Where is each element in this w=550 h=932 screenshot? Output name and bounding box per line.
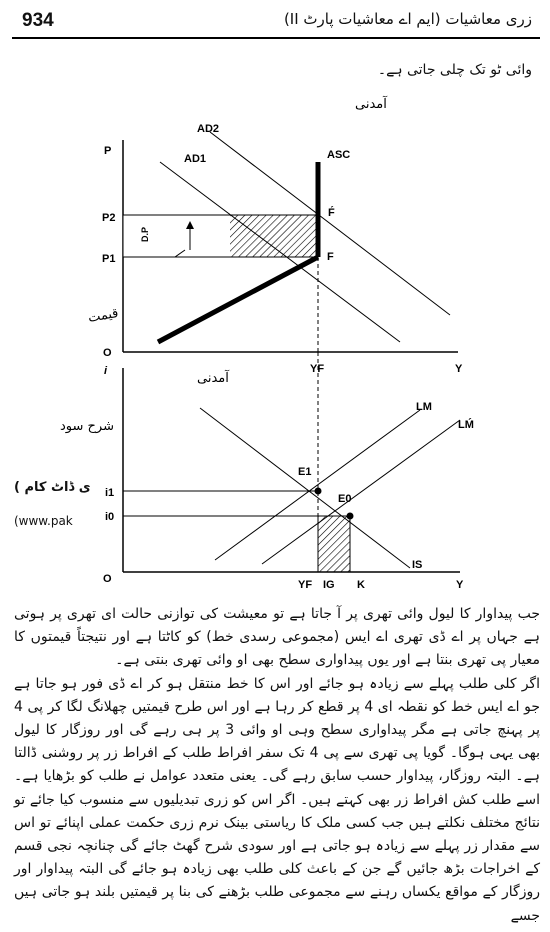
y-top-label: Y [455,363,463,375]
e1-point [315,488,322,495]
is-label: IS [412,559,423,571]
o-top-label: O [103,347,112,359]
ad1-label: AD1 [184,153,207,165]
f-label: F [327,251,334,263]
e1-label: E1 [298,466,312,478]
ig-hatched-area [318,516,350,572]
dp-label: D.P [140,226,150,242]
i0-label: i0 [105,511,115,523]
page-number: 934 [22,10,54,31]
is-curve [200,408,410,568]
ig-label: IG [323,579,335,591]
asc-label: ASC [327,149,351,161]
figure-top [87,95,463,375]
running-title: زری معاشیات (ایم اے معاشیات پارٹ II) [283,10,532,28]
lm-prime-curve [262,420,460,564]
site-note-urdu: ی ڈاٹ کام ) [14,480,91,495]
i-label: i [104,365,108,377]
p2-label: P2 [102,212,116,224]
p1-label: P1 [102,253,116,265]
interest-rate-label: شرح سود [60,419,114,434]
yf-top-label: YF [310,363,325,375]
hatched-area [230,215,318,257]
figure-top-title: آمدنی [355,97,387,112]
k-label: K [357,579,365,591]
paragraph-2: اگر کلی طلب پہلے سے زیادہ ہو جائے اور اس کا خط منتقل ہو کر اے ڈی فور ہو جاتا ہے جو اے ایس خط کو نقطہ ای 4 پر قطع کر رہا ہے اور اس طرح قیمتیں چھلانگ لگا کر پی 4 پر پہنچ جاتی ہے مگر پیداواری سطح وہی او وائی 3 پر ہی رہے گی اور روزگار کا لیول بھی یہی ہوگا۔ گویا پی تھری سے پی 4 تک سفر افراط طلب کے افراط زر پر روشنی ڈالتا ہے۔ البتہ روزگار، پیداوار حسب سابق رہے گی۔ یعنی متعدد عوامل نے طلب کو بڑھایا ہے۔ اسے طلب کش افراط زر بھی کہتے ہیں۔ اگر اس کو زری تبدیلیوں سے منسوب کیا جائے تو نتائج مختلف نکلتے ہیں جب کسی ملک کا ریاستی بینک نرم زری حکمت عملی اپنائے تو اس سے مقدار زر پہلے سے زیادہ ہو جاتی ہے اور سودی شرح گھٹ جائے گی چنانچہ نجی قسم کے اخراجات بڑھ جائیں گے جن کے باعث کلی طلب بھی زیادہ ہو جائے گی البتہ پیداوار اور روزگار کے مواقع یکساں رہنے سے مجموعی طلب بڑھنے کی بنا پر قیمتیں بلند ہو جاتی ہیں جسے [14,675,540,924]
price-label: قیمت [86,305,120,326]
figure-bottom [60,352,474,591]
o-bottom-label: O [103,573,112,585]
yf-bottom-label: YF [298,579,313,591]
y-bottom-label: Y [456,579,464,591]
ad2-label: AD2 [197,123,220,135]
p-label: P [104,145,112,157]
e0-label: E0 [338,493,352,505]
i1-label: i1 [105,487,115,499]
f-prime-label: F́ [328,207,335,219]
intro-line: وائی ٹو تک چلی جاتی ہے۔ [377,62,532,78]
e0-point [347,513,354,520]
lm-prime-label: LḾ [458,419,474,431]
asc-sloped [158,257,318,342]
site-note-url: (www.pak [14,514,73,528]
body-text [14,603,540,928]
figure-bottom-title: آمدنی [197,371,229,386]
lm-label: LM [416,401,432,413]
paragraph-1: جب پیداوار کا لیول وائی تھری پر آ جاتا ہے تو معیشت کی توازنی حالت ای تھری پر ہوتی ہے جہاں پر اے ڈی تھری اے ایس (مجموعی رسدی خط) کو کاٹتا ہے اور نتیجتاً قیمتوں کا معیار پی تھری بنتا ہے اور یوں پیداواری سطح بھی او وائی تھری بنتی ہے۔ [14,606,540,669]
